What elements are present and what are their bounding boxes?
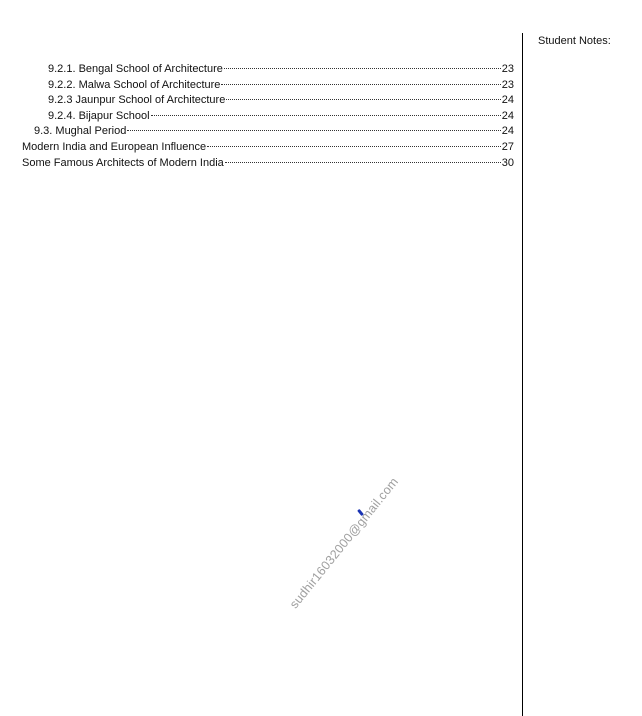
toc-entry-title: Modern India and European Influence bbox=[22, 140, 207, 153]
toc-entry-title: 9.3. Mughal Period bbox=[34, 125, 127, 138]
toc-leader-dots bbox=[224, 68, 501, 69]
toc-leader-dots bbox=[225, 162, 501, 163]
toc-entry-title: 9.2.1. Bengal School of Architecture bbox=[48, 63, 223, 75]
toc-entry-page: 23 bbox=[501, 63, 514, 75]
toc-entry-jaunpur-school[interactable] bbox=[22, 93, 514, 109]
toc-entry-bijapur-school[interactable] bbox=[22, 109, 514, 125]
toc-entry-bengal-school[interactable] bbox=[22, 62, 514, 78]
toc-entry-title: 9.2.4. Bijapur School bbox=[48, 109, 150, 122]
toc-entry-page: 24 bbox=[501, 109, 514, 122]
toc-entry-title: Some Famous Architects of Modern India bbox=[22, 156, 224, 169]
toc-entry-title: 9.2.2. Malwa School of Architecture bbox=[48, 78, 221, 91]
toc-entry-title: 9.2.3 Jaunpur School of Architecture bbox=[48, 94, 226, 107]
toc-leader-dots bbox=[127, 130, 500, 131]
toc-leader-dots bbox=[151, 115, 501, 116]
toc-entry-page: 30 bbox=[501, 156, 514, 169]
table-of-contents bbox=[22, 62, 514, 171]
toc-entry-malwa-school[interactable] bbox=[22, 78, 514, 94]
toc-entry-page: 24 bbox=[501, 94, 514, 107]
toc-entry-page: 27 bbox=[501, 140, 514, 153]
toc-leader-dots bbox=[226, 99, 500, 100]
toc-leader-dots bbox=[221, 84, 500, 85]
notes-column-divider bbox=[522, 33, 523, 716]
toc-leader-dots bbox=[207, 146, 501, 147]
toc-entry-mughal-period[interactable] bbox=[22, 124, 514, 140]
toc-entry-modern-india[interactable] bbox=[22, 140, 514, 156]
toc-entry-page: 23 bbox=[501, 78, 514, 91]
student-notes-label: Student Notes: bbox=[538, 35, 611, 47]
toc-entry-famous-architects[interactable] bbox=[22, 156, 514, 172]
email-watermark: sudhir16032000@gmail.com bbox=[286, 474, 402, 612]
toc-entry-page: 24 bbox=[501, 125, 514, 138]
